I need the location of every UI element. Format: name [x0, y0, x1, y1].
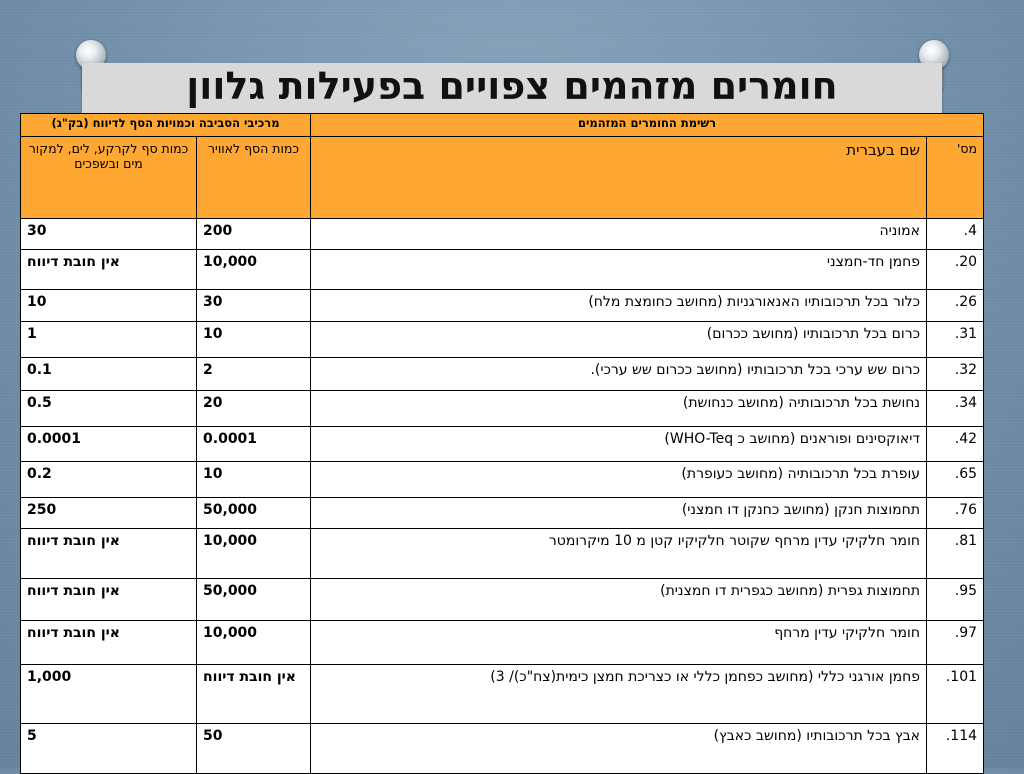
table-row: [21, 427, 984, 462]
row-serial: 76.: [927, 498, 984, 529]
row-substance-name: פחמן אורגני כללי (מחושב כפחמן כללי או כצריכת חמצן כימית(צח"כ)/ 3): [311, 665, 927, 724]
row-air-threshold: 50: [197, 724, 311, 774]
table-row: [21, 724, 984, 774]
table-row: [21, 219, 984, 250]
row-substance-name: תחמוצות חנקן (מחושב כחנקן דו חמצני): [311, 498, 927, 529]
header-hebrew-name: שם בעברית: [311, 137, 927, 219]
row-substance-name: עופרת בכל תרכובותיה (מחושב כעופרת): [311, 462, 927, 498]
row-land-water-threshold: 0.2: [21, 462, 197, 498]
slide-title: חומרים מזהמים צפויים בפעילות גלוון: [186, 64, 838, 108]
row-serial: 42.: [927, 427, 984, 462]
row-substance-name: כלור בכל תרכובותיו האנאורגניות (מחושב כחומצת מלח): [311, 290, 927, 322]
row-air-threshold: 50,000: [197, 579, 311, 621]
row-land-water-threshold: אין חובת דיווח: [21, 621, 197, 665]
row-land-water-threshold: 0.5: [21, 391, 197, 427]
row-land-water-threshold: 1: [21, 322, 197, 358]
row-serial: 31.: [927, 322, 984, 358]
row-land-water-threshold: 5: [21, 724, 197, 774]
row-air-threshold: 2: [197, 358, 311, 391]
table-row: [21, 579, 984, 621]
row-substance-name: דיאוקסינים ופוראנים (מחושב כ WHO-Teq): [311, 427, 927, 462]
row-serial: 81.: [927, 529, 984, 579]
row-land-water-threshold: אין חובת דיווח: [21, 529, 197, 579]
row-land-water-threshold: 30: [21, 219, 197, 250]
row-air-threshold: 10: [197, 462, 311, 498]
row-serial: 20.: [927, 250, 984, 290]
row-serial: 114.: [927, 724, 984, 774]
row-land-water-threshold: 10: [21, 290, 197, 322]
row-substance-name: כרום בכל תרכובותיו (מחושב ככרום): [311, 322, 927, 358]
table-row: [21, 358, 984, 391]
row-land-water-threshold: 0.0001: [21, 427, 197, 462]
row-substance-name: פחמן חד-חמצני: [311, 250, 927, 290]
row-air-threshold: 0.0001: [197, 427, 311, 462]
row-air-threshold: 10,000: [197, 621, 311, 665]
header-pollutants-list: רשימת החומרים המזהמים: [311, 114, 984, 137]
header-env-components: מרכיבי הסביבה וכמויות הסף לדיווח (בק"ג): [21, 114, 311, 137]
row-air-threshold: 10,000: [197, 250, 311, 290]
header-air-threshold: כמות הסף לאוויר: [197, 137, 311, 219]
row-air-threshold: 200: [197, 219, 311, 250]
table-row: [21, 529, 984, 579]
table-row: [21, 250, 984, 290]
row-serial: 34.: [927, 391, 984, 427]
row-substance-name: אמוניה: [311, 219, 927, 250]
row-air-threshold: 30: [197, 290, 311, 322]
row-air-threshold: 10: [197, 322, 311, 358]
row-air-threshold: 50,000: [197, 498, 311, 529]
row-serial: 65.: [927, 462, 984, 498]
header-columns-row: [21, 137, 984, 219]
table-row: [21, 322, 984, 358]
row-air-threshold: 10,000: [197, 529, 311, 579]
row-serial: 4.: [927, 219, 984, 250]
row-air-threshold: 20: [197, 391, 311, 427]
pollutants-table: [20, 113, 984, 774]
row-substance-name: חומר חלקיקי עדין מרחף שקוטר חלקיקיו קטן מ 10 מיקרומטר: [311, 529, 927, 579]
row-land-water-threshold: 0.1: [21, 358, 197, 391]
row-substance-name: תחמוצות גפרית (מחושב כגפרית דו חמצנית): [311, 579, 927, 621]
table-row: [21, 391, 984, 427]
header-group-row: [21, 114, 984, 137]
row-substance-name: כרום שש ערכי בכל תרכובותיו (מחושב ככרום שש ערכי).: [311, 358, 927, 391]
row-land-water-threshold: 1,000: [21, 665, 197, 724]
row-air-threshold: אין חובת דיווח: [197, 665, 311, 724]
row-serial: 26.: [927, 290, 984, 322]
table-row: [21, 462, 984, 498]
row-land-water-threshold: אין חובת דיווח: [21, 250, 197, 290]
row-serial: 95.: [927, 579, 984, 621]
table-row: [21, 498, 984, 529]
row-serial: 101.: [927, 665, 984, 724]
row-serial: 32.: [927, 358, 984, 391]
row-substance-name: נחושת בכל תרכובותיה (מחושב כנחושת): [311, 391, 927, 427]
row-substance-name: חומר חלקיקי עדין מרחף: [311, 621, 927, 665]
row-land-water-threshold: אין חובת דיווח: [21, 579, 197, 621]
header-serial: מס': [927, 137, 984, 219]
row-substance-name: אבץ בכל תרכובותיו (מחושב כאבץ): [311, 724, 927, 774]
row-land-water-threshold: 250: [21, 498, 197, 529]
table-row: [21, 290, 984, 322]
header-land-water-threshold: כמות סף לקרקע, לים, למקור מים ובשפכים: [21, 137, 197, 219]
table-row: [21, 665, 984, 724]
row-serial: 97.: [927, 621, 984, 665]
table-row: [21, 621, 984, 665]
